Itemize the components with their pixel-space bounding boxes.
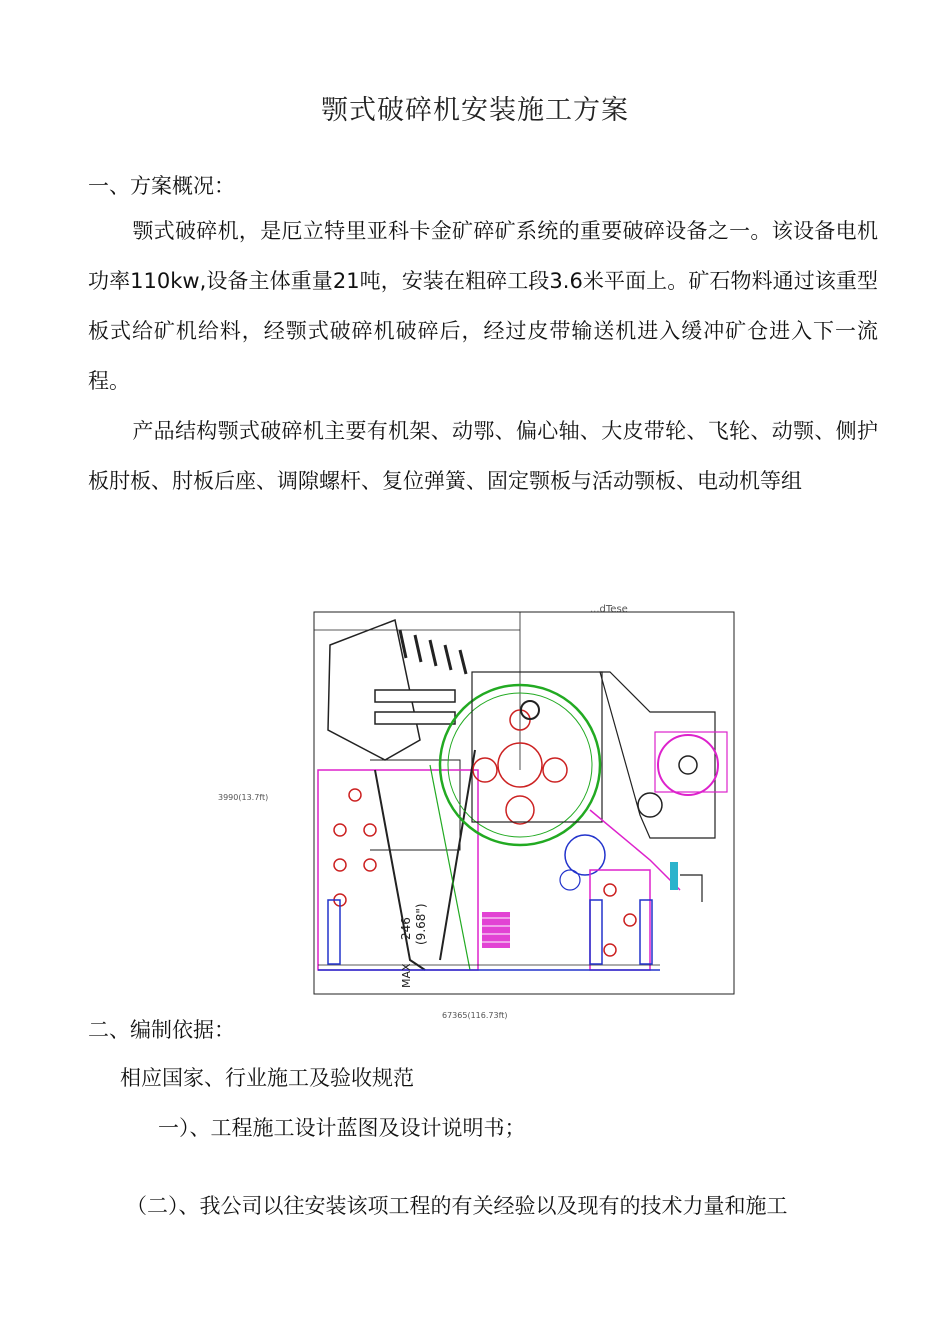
section-heading-overview: 一、方案概况： bbox=[88, 174, 235, 198]
basis-line-1: 相应国家、行业施工及验收规范 bbox=[120, 1066, 414, 1090]
dim-246-label: 246 bbox=[399, 917, 413, 940]
paragraph-text: 颚式破碎机，是厄立特里亚科卡金矿碎矿系统的重要破碎设备之一。该设备电机功率110kw,设备主体重量21吨，安装在粗碎工段3.6米平面上。矿石物料通过该重型板式给矿机给料，经颚式破碎机破碎后，经过皮带输送机进入缓冲矿仓进入下一流程。 bbox=[88, 219, 878, 393]
dim-angle-label: (9.68") bbox=[414, 903, 428, 945]
jaw-crusher-drawing bbox=[210, 600, 750, 1020]
basis-line-3: （二）、我公司以往安装该项工程的有关经验以及现有的技术力量和施工 bbox=[126, 1194, 788, 1218]
figure-top-label: ...dTese bbox=[590, 604, 628, 615]
paragraph-overview-2 bbox=[88, 406, 878, 506]
section-heading-basis: 二、编制依据： bbox=[88, 1018, 235, 1042]
figure-bottom-label: 67365(116.73ft) bbox=[442, 1011, 508, 1020]
dim-max-label: MAX bbox=[400, 963, 413, 988]
basis-line-2: 一）、工程施工设计蓝图及设计说明书； bbox=[158, 1116, 526, 1140]
document-title: 颚式破碎机安装施工方案 bbox=[321, 95, 629, 126]
paragraph-overview-1 bbox=[88, 206, 878, 406]
figure-left-label: 3990(13.7ft) bbox=[218, 793, 269, 802]
paragraph-text: 产品结构颚式破碎机主要有机架、动鄂、偏心轴、大皮带轮、飞轮、动颚、侧护板肘板、肘板后座、调隙螺杆、复位弹簧、固定颚板与活动颚板、电动机等组 bbox=[88, 419, 878, 493]
